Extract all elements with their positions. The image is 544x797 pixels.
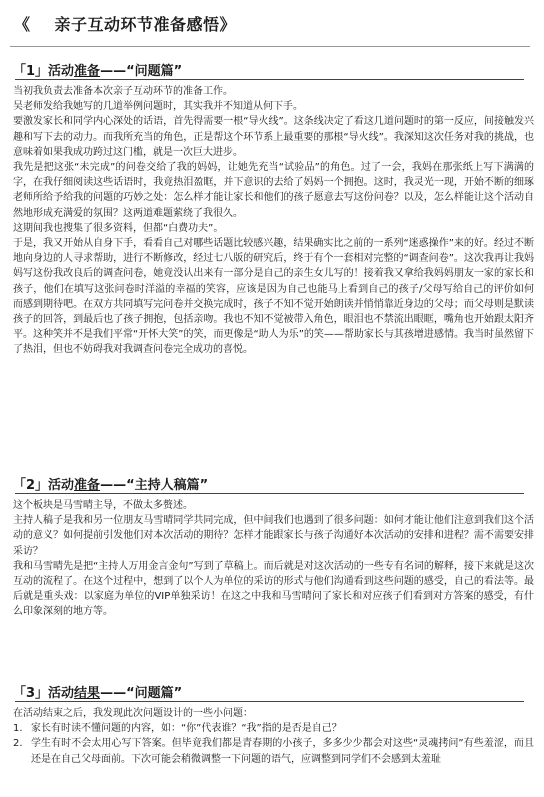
section-2 [13,474,534,620]
section-2-paragraph: 这个板块是马雪晴主导，不做太多赘述。 [13,500,193,511]
list-item [13,721,534,736]
title-open-quote: 《 [14,15,31,34]
section-3 [13,682,534,767]
section-1-paragraph: 我先是把这张“未完成”的问卷交给了我的妈妈，让她先充当“试验品”的角色。过了一会，我妈在那张纸上写下满满的字，在我仔细阅读这些话语时，我竟热泪盈眶，并下意识的去给了妈妈一个拥抱。这时，我灵光一现，开始不断的细琢老师所给予给我的问题的巧妙之处：怎么样才能让家长和他们的孩子愿意去写这份问卷？以及，怎么样能让这个活动自然地形成充满爱的氛围？这两道难题萦绕了我很久。 [13,162,534,219]
section-3-heading-suffix: ——“问题篇” [100,686,183,701]
list-item-text: 家长有时读不懂问题的内容，如：“你”代表谁？“我”指的是否是自己？ [31,723,342,735]
section-2-divider [15,493,524,494]
section-1-heading-suffix: ——“问题篇” [100,64,183,79]
section-2-heading-word: 准备 [74,478,101,493]
section-2-heading-suffix: ——“主持人稿篇” [100,478,209,493]
section-3-paragraph: 在活动结束之后，我发现此次问题设计的一些小问题： [13,708,253,719]
section-1-paragraph: 于是，我又开始从自身下手，看看自己对哪些话题比较感兴趣，结果确实比之前的一系列“迷惑操作”来的好。经过不断地向身边的人寻求帮助，进行不断修改，经过七八版的研究后，终于有个一套相对完整的“调查问卷”。这次我再让我妈妈写这份我改良后的调查问卷，她竟没认出来有一部分是自己的亲生女儿写的！接着我又拿给我妈妈朋友一家的家长和孩子，他们在填写这张问卷时洋溢的幸福的笑容，应该是因为自己也能马上看到自己的孩子/父母写给自己的评价如何而感到期待吧。在双方共同填写完问卷并交换完成时，孩子不知不觉开始朗读并悄悄靠近身边的父母；而父母则是默读孩子的回答，到最后也了孩子拥抱，包括亲吻。我也不知不觉被带入角色，眼泪也不禁流出眼眶，嘴角也开始跟太阳齐平。这种笑并不是我们平常“开怀大笑”的笑，而更像是“助人为乐”的笑——帮助家长与其孩增进感情。我当时虽然留下了热泪，但也不妨碍我对我调查问卷完全成功的喜悦。 [13,238,534,356]
issue-list [13,721,534,767]
section-3-heading [13,682,534,701]
top-divider [10,46,530,47]
list-item-number: 1. [13,723,23,735]
section-2-heading-prefix: 「2」活动 [13,478,75,493]
list-item-text: 学生有时不会太用心写下答案。但毕竟我们都是青春期的小孩子，多多少少都会对这些“灵魂拷问”有些羞涩，而且还是在自己父母面前。下次可能会稍微调整一下问题的语气，应调整到同学们不会感到太羞耻 [31,738,534,765]
title-text: 亲子互动环节准备感悟》 [54,15,237,34]
section-3-divider [15,701,524,702]
section-3-heading-prefix: 「3」活动 [13,686,75,701]
list-item-number: 2. [13,738,23,750]
section-2-paragraph: 主持人稿子是我和另一位朋友马雪晴同学共同完成，但中间我们也遇到了很多问题：如何才能让他们注意到我们这个活动的意义？如何提前引发他们对本次活动的期待？怎样才能跟家长与孩子沟通好本次活动的安排和进程？需不需要安排采访？ [13,515,534,557]
list-item [13,736,534,766]
section-1-heading-prefix: 「1」活动 [13,64,75,79]
section-1-paragraph: 这期间我也搜集了很多资料，但都“白费功夫”。 [13,222,224,234]
section-1-paragraph: 要激发家长和同学内心深处的话语，首先得需要一根“导火线”。这条线决定了看这几道问题时的第一反应，间接触发兴趣和写下去的动力。而我所充当的角色，正是帮这个环节系上最重要的那根“导火线”。我深知这次任务对我的挑战，也意味着如果我成功跨过这门槛，就是一次巨大进步。 [13,116,534,158]
section-1 [13,60,534,358]
section-2-heading [13,474,534,493]
section-1-heading [13,60,534,79]
page-title [14,12,236,35]
section-3-heading-word: 结果 [74,686,101,701]
section-1-paragraph: 当初我负责去准备本次亲子互动环节的准备工作。 [13,86,233,97]
section-1-paragraph: 吴老师发给我她写的几道举例问题时，其实我并不知道从何下手。 [13,101,303,113]
section-2-paragraph: 我和马雪晴先是把“主持人万用金言金句”写到了草稿上。而后就是对这次活动的一些专有名词的解释，接下来就是这次互动的流程了。在这个过程中，想到了以个人为单位的采访的形式与他们沟通看到这些问题的感受，自己的看法等。最后就是重头戏：以家庭为单位的VIP单独采访！在这之中我和马雪晴问了家长和对应孩子们看到对方答案的感受，有什么印象深刻的地方等。 [13,560,534,618]
section-1-heading-word: 准备 [74,64,101,79]
section-1-divider [15,79,524,80]
